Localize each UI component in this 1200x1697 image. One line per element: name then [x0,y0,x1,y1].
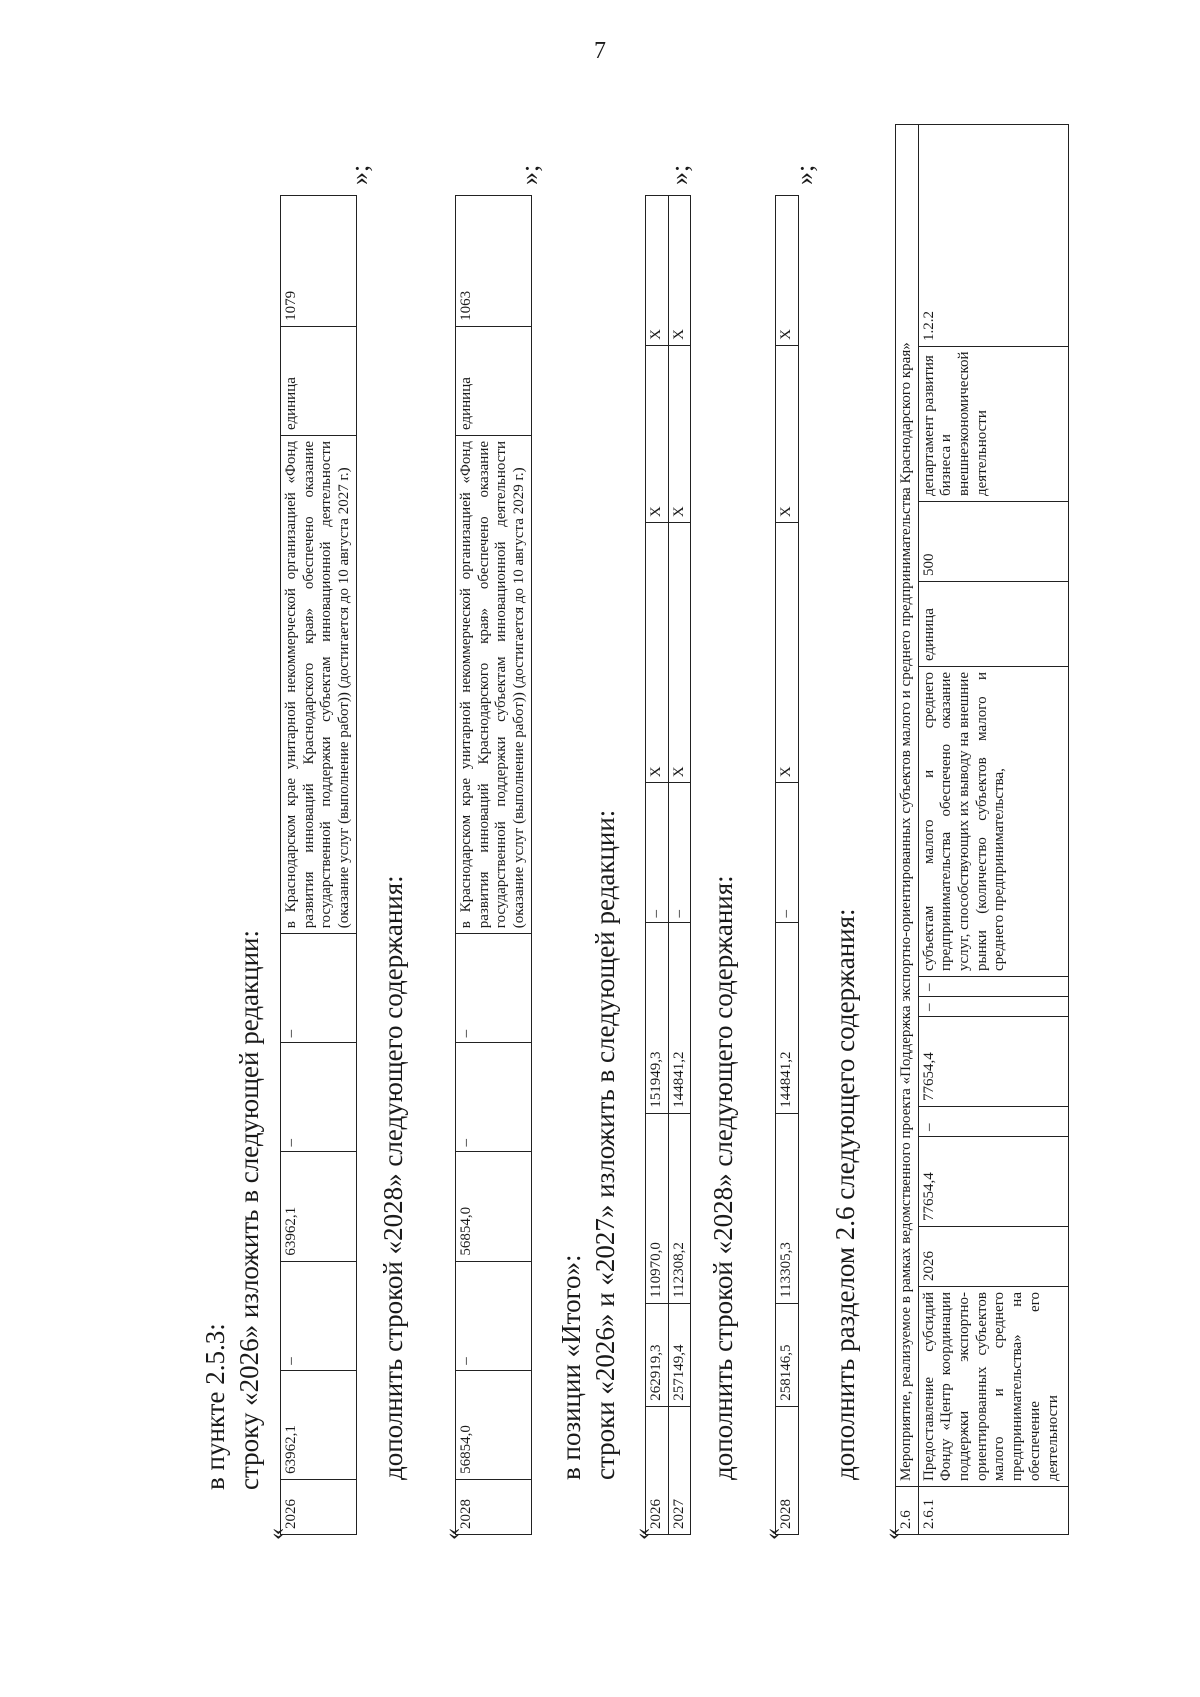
close-quote: »; [790,164,819,185]
cell-x: X [776,523,799,783]
cell-unit: единица [918,582,1068,667]
cell-federal: 112308,2 [668,1113,691,1303]
cell-total: 77654,4 [918,1137,1068,1227]
cell-total: 257149,4 [668,1303,691,1406]
cell-measure-title: Мероприятие, реализуемое в рамках ведомственного проекта «Поддержка экспортно-ориентированных субъектов малого и среднего предпринимательства Краснодарского края» [896,124,919,1486]
cell-result: субъектам малого и среднего предпринимательства обеспечено оказание услуг, способствующих их выводу на внешние рынки (количество субъектов малого и среднего предпринимательства, [918,667,1068,977]
table-row [896,124,919,1534]
cell-number: 2.6.1 [918,1487,1068,1535]
cell-federal: – [918,1107,1068,1137]
cell-year: 2026 [646,1406,669,1534]
cell-x: X [668,345,691,522]
cell-total: 262919,3 [646,1303,669,1406]
cell-local: – [646,783,669,923]
heading-add-2028: дополнить строкой «2028» следующего содержания: [378,875,408,1480]
cell-x: X [646,523,669,783]
cell-federal: 110970,0 [646,1113,669,1303]
cell-x: X [668,523,691,783]
cell-value: 500 [918,502,1068,582]
cell-year: 2026 [281,1479,357,1534]
cell-federal: – [281,1261,357,1370]
cell-total: 56854,0 [456,1370,532,1479]
table-itogo-2026-2027 [645,195,691,1535]
cell-regional: 77654,4 [918,1017,1068,1107]
cell-other: – [281,934,357,1043]
cell-x: X [776,345,799,522]
cell-total: 258146,5 [776,1303,799,1406]
cell-regional: 144841,2 [668,923,691,1113]
cell-x: X [776,196,799,346]
table-row [646,196,669,1535]
table-row [918,124,1068,1534]
cell-code: 1.2.2 [918,124,1068,346]
cell-x: X [646,345,669,522]
cell-unit: единица [281,326,357,435]
cell-federal: – [456,1261,532,1370]
page-number: 7 [594,38,606,64]
open-quote: « [264,1528,290,1540]
cell-description: Предоставление субсидий Фонду «Центр координации поддержки экспортно-ориентированных субъектов малого и среднего предпринимательства» на обеспечение его деятельности [918,1287,1068,1487]
cell-unit: единица [456,326,532,435]
heading-2026-2027: строки «2026» и «2027» изложить в следующей редакции: [590,809,620,1480]
heading-add-2028-itogo: дополнить строкой «2028» следующего содержания: [708,875,738,1480]
close-quote: »; [345,164,374,185]
cell-number: 2.6 [896,1487,919,1535]
cell-result: в Краснодарском крае унитарной некоммерческой организацией «Фонд развития инноваций Краснодарского края» обеспечено оказание государственной поддержки субъектам инновационной деятельности (оказание услуг (выполнение работ)) (достигается до 10 августа 2027 г.) [281,435,357,933]
cell-year: 2028 [456,1479,532,1534]
open-quote: « [440,1528,466,1540]
cell-other: – [456,934,532,1043]
cell-local: – [456,1043,532,1152]
cell-executor: департамент развития бизнеса и внешнеэкономической деятельности [918,347,1068,502]
cell-total: 63962,1 [281,1370,357,1479]
intro-line-1: в пункте 2.5.3: [200,1323,230,1490]
cell-regional: 56854,0 [456,1152,532,1261]
cell-x: X [668,196,691,346]
open-quote: « [760,1528,786,1540]
cell-local: – [776,783,799,923]
cell-regional: 63962,1 [281,1152,357,1261]
cell-local: – [281,1043,357,1152]
cell-result: в Краснодарском крае унитарной некоммерческой организацией «Фонд развития инноваций Краснодарского края» обеспечено оказание государственной поддержки субъектам инновационной деятельности (оказание услуг (выполнение работ)) (достигается до 10 августа 2029 г.) [456,435,532,933]
close-quote: »; [515,164,544,185]
open-quote: « [880,1528,906,1540]
open-quote: « [630,1528,656,1540]
cell-year: 2027 [668,1406,691,1534]
cell-value: 1063 [456,196,532,327]
cell-federal: 113305,3 [776,1113,799,1303]
cell-value: 1079 [281,196,357,327]
table-itogo-2028 [775,195,799,1535]
cell-x: X [646,196,669,346]
table-2028 [455,195,532,1535]
table-section-2-6 [895,124,1069,1535]
table-row [776,196,799,1535]
close-quote: »; [665,164,694,185]
heading-section-2-6: дополнить разделом 2.6 следующего содержания: [830,908,860,1480]
cell-regional: 144841,2 [776,923,799,1113]
cell-other: – [918,977,1068,997]
cell-year: 2026 [918,1227,1068,1287]
table-2026 [280,195,357,1535]
intro-line-2: строку «2026» изложить в следующей редакции: [234,929,264,1490]
cell-local: – [918,997,1068,1017]
cell-regional: 151949,3 [646,923,669,1113]
cell-local: – [668,783,691,923]
cell-year: 2028 [776,1406,799,1534]
heading-itogo: в позиции «Итого»: [556,1254,586,1480]
rotated-content [200,100,1130,1600]
table-row [668,196,691,1535]
